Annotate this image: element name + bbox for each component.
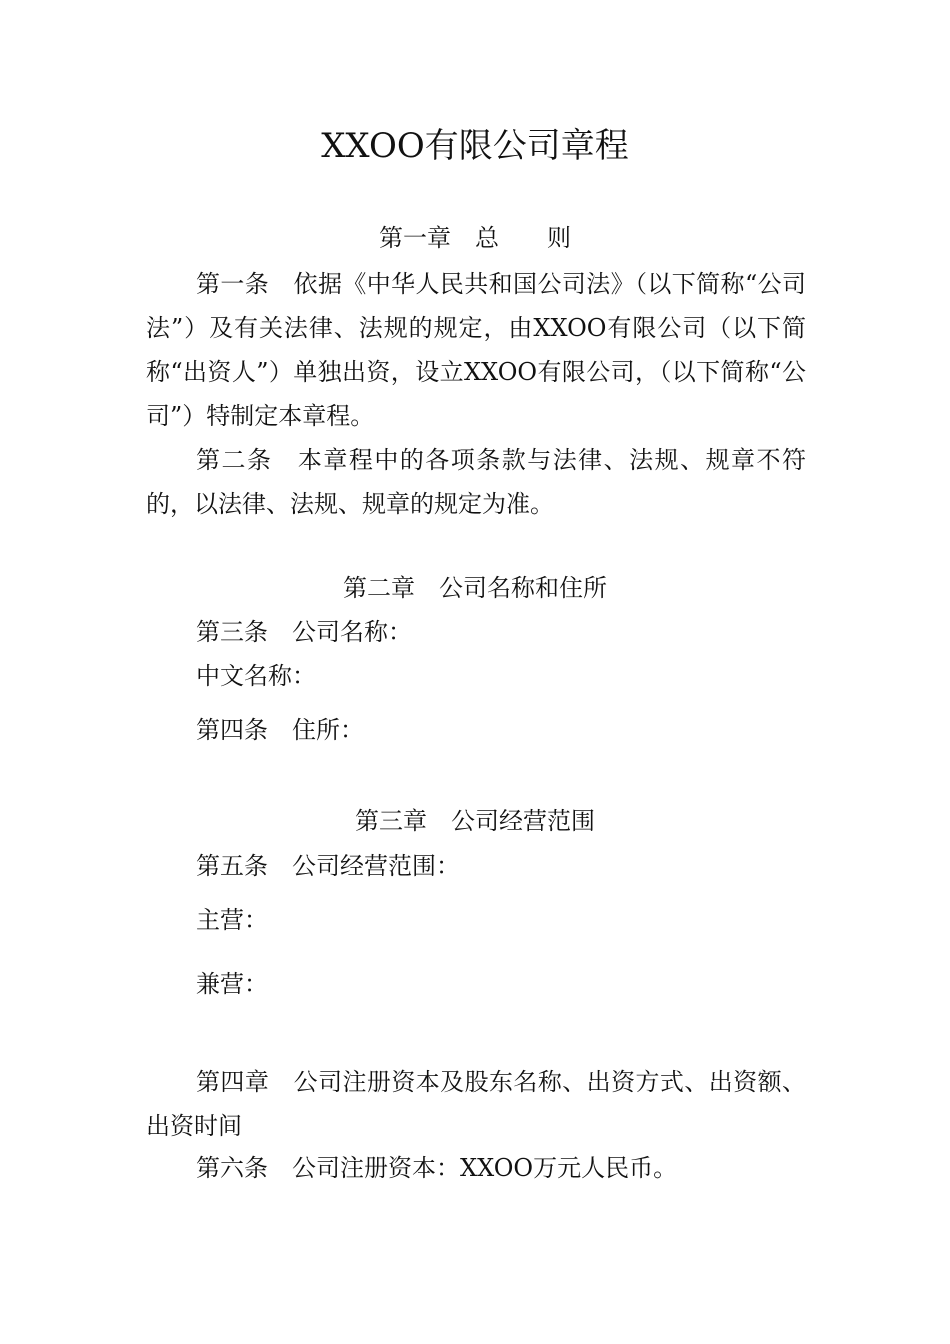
chapter-3-heading: 第三章 公司经营范围 bbox=[355, 807, 595, 835]
chapter-2-heading: 第二章 公司名称和住所 bbox=[343, 574, 607, 602]
article-5: 第五条 公司经营范围： bbox=[196, 852, 460, 880]
chapter-1-heading: 第一章 总 则 bbox=[379, 224, 571, 252]
chapter-4-heading: 第四章 公司注册资本及股东名称、出资方式、出资额、出资时间 bbox=[146, 1068, 806, 1140]
main-business-label: 主营： bbox=[196, 906, 268, 934]
article-3: 第三条 公司名称： bbox=[196, 618, 412, 646]
article-4: 第四条 住所： bbox=[196, 716, 364, 744]
article-2: 第二条 本章程中的各项条款与法律、法规、规章不符的，以法律、法规、规章的规定为准。 bbox=[146, 446, 806, 518]
chinese-name-label: 中文名称： bbox=[196, 662, 316, 690]
article-1: 第一条 依据《中华人民共和国公司法》（以下简称“公司法”）及有关法律、法规的规定，由XXOO有限公司（以下简称“出资人”）单独出资，设立XXOO有限公司，（以下简称“公司”）特制定本章程。 bbox=[146, 270, 806, 430]
article-6: 第六条 公司注册资本：XXOO万元人民币。 bbox=[196, 1154, 678, 1182]
side-business-label: 兼营： bbox=[196, 970, 268, 998]
document-title: XXOO有限公司章程 bbox=[321, 126, 629, 166]
